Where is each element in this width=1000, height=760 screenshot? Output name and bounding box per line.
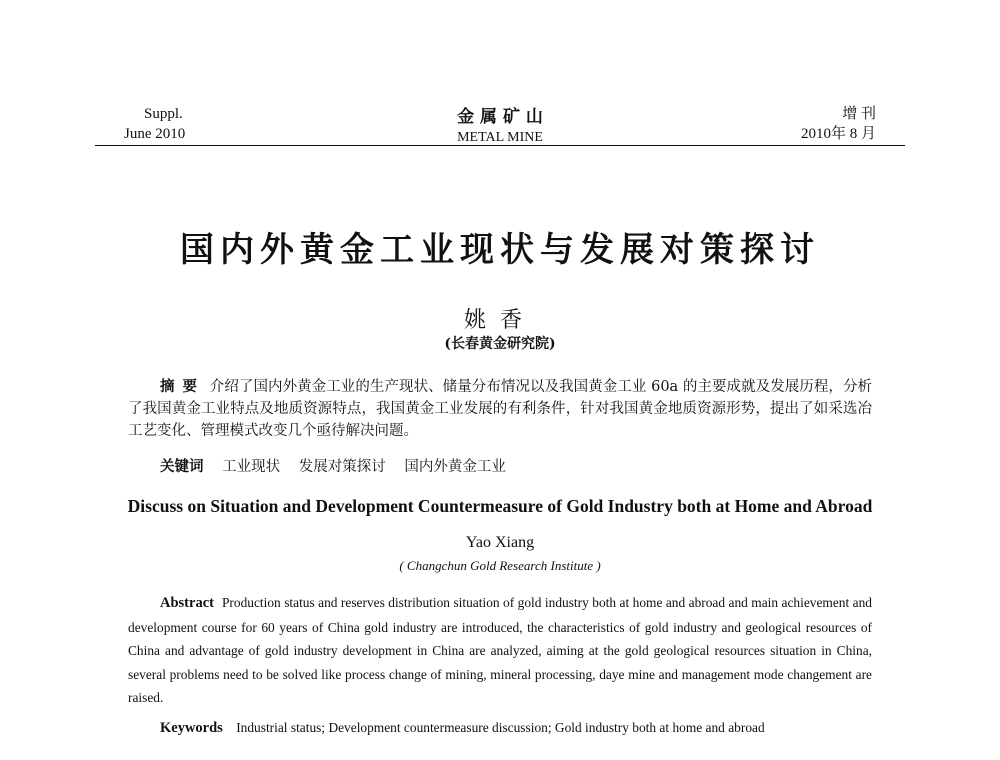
abstract-en <box>128 591 872 710</box>
header-right <box>801 104 876 144</box>
abstract-label-cn: 摘要 <box>160 378 206 395</box>
journal-name-en: METAL MINE <box>457 130 543 145</box>
keyword-cn: 国内外黄金工业 <box>404 459 506 475</box>
header-suppl: Suppl. <box>144 106 183 122</box>
abstract-text-cn: 介绍了国内外黄金工业的生产现状、储量分布情况以及我国黄金工业 60a 的主要成就及发展历程，分析了我国黄金工业特点及地质资源特点，我国黄金工业发展的有利条件，针对我国黄金地质资源形势，提出了如采选冶工艺变化、管理模式改变几个亟待解决问题。 <box>128 379 873 439</box>
keywords-label-cn: 关键词 <box>160 458 204 475</box>
abstract-cn <box>128 376 872 442</box>
abstract-text-en: Production status and reserves distribution situation of gold industry both at home and abroad and main achievement and development course for 60 years of China gold industry are introduced, the characteristics of gold industry and geological resources of China and advantage of gold industry development in China are analyzed, aiming at the gold geological resources situation in China, several problems need to be solved like process change of mining, mineral processing, daye mine and management mode changement are raised. <box>128 595 872 705</box>
affiliation-en: ( Changchun Gold Research Institute ) <box>399 558 601 573</box>
article-title-cn: 国内外黄金工业现状与发展对策探讨 <box>180 230 820 270</box>
keywords-cn <box>160 455 520 476</box>
author-cn: 姚香 <box>463 308 536 333</box>
keywords-label-en: Keywords <box>160 720 223 736</box>
abstract-label-en: Abstract <box>160 595 214 611</box>
author-en: Yao Xiang <box>465 534 535 551</box>
keyword-cn: 发展对策探讨 <box>298 459 386 475</box>
header-rule <box>95 145 905 146</box>
keyword-cn: 工业现状 <box>222 459 281 475</box>
header-left <box>124 104 185 144</box>
keywords-en <box>160 720 765 737</box>
header-date-en: June 2010 <box>124 126 186 142</box>
article-title-en: Discuss on Situation and Development Countermeasure of Gold Industry both at Home and Abroad <box>127 496 873 516</box>
affiliation-cn: (长春黄金研究院) <box>444 336 556 352</box>
header-journal <box>400 102 600 146</box>
header-supplement-cn: 增 刊 <box>842 106 876 122</box>
journal-name-cn: 金 属 矿 山 <box>457 107 543 127</box>
header-date-cn: 2010年 8 月 <box>800 126 876 142</box>
keywords-text-en: Industrial status; Development countermeasure discussion; Gold industry both at home and abroad <box>236 720 765 735</box>
